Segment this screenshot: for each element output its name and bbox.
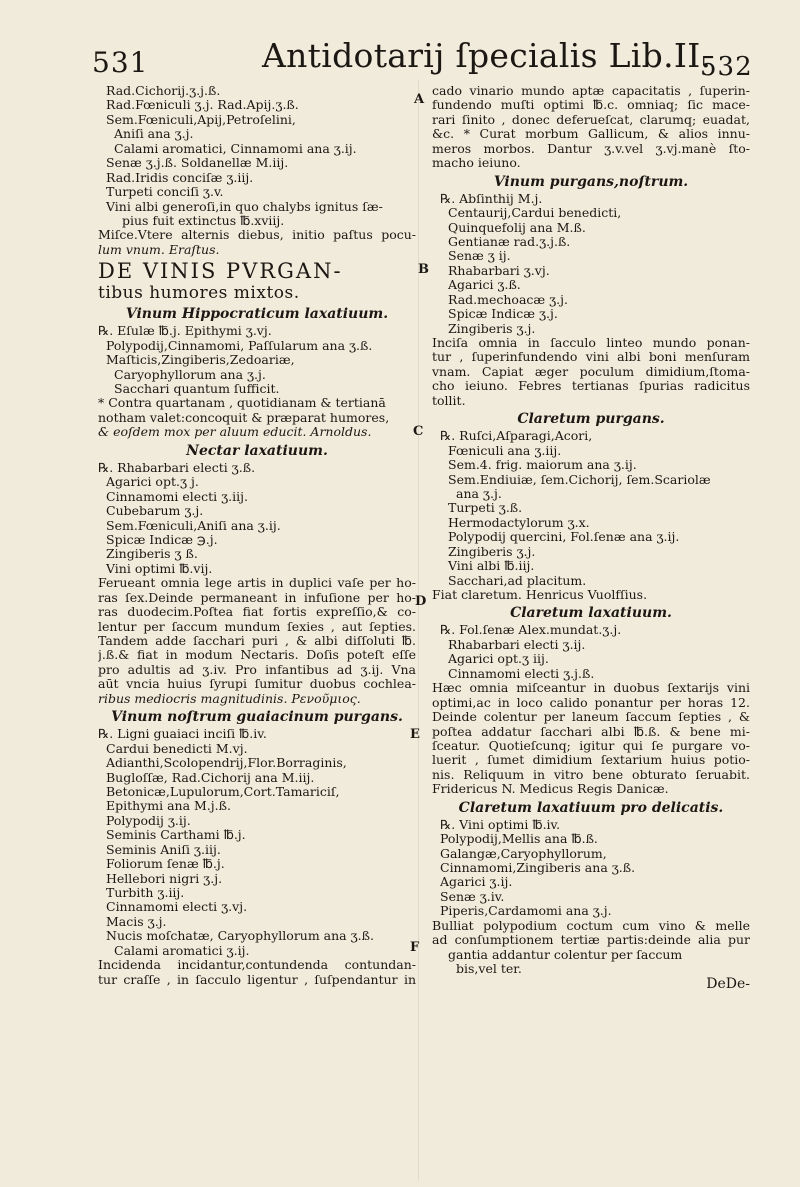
left-text-line: Adianthi,Scolopendrij,Flor.Borraginis, xyxy=(106,756,347,771)
left-text-line: ℞. Ligni guaiaci inciſi ℔.iv. xyxy=(98,727,267,742)
left-text-line: Calami aromatici, Cinnamomi ana ʒ.ij. xyxy=(114,141,357,156)
left-text-line: Macis ʒ.j. xyxy=(106,914,167,929)
left-text-line: Incidenda incidantur,contundenda contundan- xyxy=(98,958,416,973)
right-text-line: bis,vel ter. xyxy=(456,962,522,977)
margin-letter-b: B xyxy=(418,262,429,277)
left-text-line: Aniſi ana ʒ.j. xyxy=(114,127,194,142)
left-text-line: ras ſex.Deinde permaneant in infuſione per ho- xyxy=(98,590,416,605)
right-text-line: Agarici opt.ʒ iij. xyxy=(448,652,549,667)
right-text-line: Inciſa omnia in ſacculo linteo mundo ponan- xyxy=(432,336,750,350)
right-text-line: cho ieiuno. Febres tertianas ſpurias radicitus xyxy=(432,379,750,394)
left-text-line: Rad.Cichorij.ʒ.j.ß. xyxy=(106,84,221,98)
right-text-line: Claretum laxatiuum. xyxy=(510,605,672,622)
left-text-line: Seminis Carthami ℔.j. xyxy=(106,828,246,843)
right-text-line: Bulliat polypodium coctum cum vino & melle xyxy=(432,918,750,933)
left-text-line: tur craſſe , in ſacculo ligentur , ſuſpendantur in xyxy=(98,972,416,987)
left-text-line: Sem.Fœniculi,Aniſi ana ʒ.ij. xyxy=(106,518,281,533)
right-text-line: Agarici ʒ.ij. xyxy=(440,875,513,890)
right-text-line: ℞. Fol.ſenæ Alex.mundat.ʒ.j. xyxy=(440,623,622,638)
left-column xyxy=(98,84,416,987)
left-text-line: Zingiberis ʒ ß. xyxy=(106,547,198,562)
left-text-line: aūt vncia huius ſyrupi ſumitur duobus cochlea- xyxy=(98,677,416,692)
left-text-line: Tandem adde ſacchari puri , & albi diſſoluti ℔. xyxy=(98,634,416,648)
left-text-line: Hellebori nigri ʒ.j. xyxy=(106,871,223,886)
left-text-line: Bugloſſæ, Rad.Cichorij ana M.iij. xyxy=(106,770,315,785)
right-text-line: Vini albi ℔.iij. xyxy=(448,559,535,574)
left-text-line: tibus humores mixtos. xyxy=(98,283,300,304)
right-text-line: ℞. Ruſci,Aſparagi,Acori, xyxy=(440,429,593,444)
right-text-line: Hæc omnia miſceantur in duobus ſextarijs vini xyxy=(432,681,750,696)
right-text-line: Cinnamomi,Zingiberis ana ʒ.ß. xyxy=(440,861,636,875)
left-text-line: Betonicæ,Lupulorum,Cort.Tamariciſ, xyxy=(106,784,340,799)
gutter-shadow xyxy=(418,80,419,1180)
right-text-line: Turpeti ʒ.ß. xyxy=(448,501,523,516)
right-column xyxy=(432,84,750,991)
right-text-line: tur , ſuperinfundendo vini albi boni menſuram xyxy=(432,350,750,365)
right-text-line: Zingiberis ʒ.j. xyxy=(448,321,536,336)
left-text-line: Agarici opt.ʒ j. xyxy=(106,475,199,490)
right-text-line: Sacchari,ad placitum. xyxy=(448,573,587,588)
right-text-line: Claretum purgans. xyxy=(517,411,665,428)
right-text-line: Spicæ Indicæ ʒ.j. xyxy=(448,307,558,322)
right-text-line: luerit , ſumet dimidium ſextarium huius potio- xyxy=(432,753,750,768)
right-text-line: Senæ ʒ.iv. xyxy=(440,889,505,904)
left-text-line: Nectar laxatiuum. xyxy=(186,442,328,459)
right-text-line: Fiat claretum. Henricus Vuolfſius. xyxy=(432,588,648,602)
left-text-line: lum vnum. Eraſtus. xyxy=(98,242,220,257)
right-text-line: cado vinario mundo aptæ capacitatis , ſuperin- xyxy=(432,84,750,98)
right-text-line: Rad.mechoacæ ʒ.j. xyxy=(448,292,569,307)
left-text-line: Rad.Iridis conciſæ ʒ.iij. xyxy=(106,170,254,185)
left-text-line: Calami aromatici ʒ.ij. xyxy=(114,943,250,958)
left-text-line: Rad.Fœniculi ʒ.j. Rad.Apij.ʒ.ß. xyxy=(106,98,299,113)
right-text-line: &c. * Curat morbum Gallicum, & alios innu- xyxy=(432,127,750,142)
right-text-line: Quinquefolij ana M.ß. xyxy=(448,220,586,235)
right-text-line: macho ieiuno. xyxy=(432,156,521,171)
right-text-line: Polypodij,Mellis ana ℔.ß. xyxy=(440,832,598,847)
right-text-line: Cinnamomi electi ʒ.j.ß. xyxy=(448,666,595,681)
left-text-line: Turpeti conciſi ʒ.v. xyxy=(106,185,224,200)
right-text-line: Centaurij,Cardui benedicti, xyxy=(448,206,622,221)
left-text-line: j.ß.& fiat in modum Nectaris. Doſis poteſt eſſe xyxy=(98,648,416,663)
right-text-line: ℞. Abſinthij M.j. xyxy=(440,191,543,206)
left-text-line: Miſce.Vtere alternis diebus, initio paſtus pocu- xyxy=(98,228,416,243)
right-text-line: Fœniculi ana ʒ.iij. xyxy=(448,443,562,458)
right-text-line: ſceatur. Quotieſcunq; igitur qui ſe purgare vo- xyxy=(432,738,750,753)
left-text-line: ribus mediocris magnitudinis. Ρενοῦμιος. xyxy=(98,691,361,706)
left-text-line: ℞. Rhabarbari electi ʒ.ß. xyxy=(98,460,256,475)
left-text-line: Sacchari quantum ſufficit. xyxy=(114,382,280,396)
right-text-line: Polypodij quercini, Fol.ſenæ ana ʒ.ij. xyxy=(448,530,680,545)
left-text-line: Cubebarum ʒ.j. xyxy=(106,504,204,519)
left-text-line: & eoſdem mox per aluum educit. Arnoldus. xyxy=(98,425,372,440)
right-text-line: Rhabarbari ʒ.vj. xyxy=(448,263,550,278)
right-text-line: Galangæ,Caryophyllorum, xyxy=(440,846,607,861)
margin-letter-f: F xyxy=(410,940,420,955)
right-text-line: DeDe- xyxy=(706,976,750,991)
left-text-line: Nucis moſchatæ, Caryophyllorum ana ʒ.ß. xyxy=(106,929,374,944)
right-text-line: poſtea addatur ſacchari albi ℔.ß. & bene mi- xyxy=(432,724,750,739)
right-text-line: ad conſumptionem tertiæ partis:deinde alia pur xyxy=(432,933,750,948)
left-text-line: Epithymi ana M.j.ß. xyxy=(106,799,231,814)
right-text-line: ℞. Vini optimi ℔.iv. xyxy=(440,817,561,832)
running-title: Antidotarij ſpecialis Lib.II. xyxy=(262,36,712,75)
right-text-line: Zingiberis ʒ.j. xyxy=(448,544,536,559)
right-text-line: Gentianæ rad.ʒ.j.ß. xyxy=(448,234,571,249)
right-text-line: fundendo muſti optimi ℔.c. omniaq; ſic mace- xyxy=(432,98,750,113)
margin-letter-e: E xyxy=(410,727,420,742)
left-text-line: Vinum noſtrum guaiacinum purgans. xyxy=(111,709,403,726)
margin-letter-c: C xyxy=(413,424,424,439)
margin-letter-a: A xyxy=(414,92,425,107)
right-text-line: vnam. Capiat æger poculum dimidium,ſtoma- xyxy=(432,364,750,379)
right-text-line: Claretum laxatiuum pro delicatis. xyxy=(458,799,724,816)
right-text-line: gantia addantur colentur per ſaccum xyxy=(448,947,683,962)
right-text-line: Senæ ʒ ij. xyxy=(448,249,511,264)
right-text-line: nis. Reliquum in vitro bene obturato ſeruabit. xyxy=(432,767,750,782)
left-text-line: Cardui benedicti M.vj. xyxy=(106,741,248,756)
left-text-line: pro adultis ad ʒ.iv. Pro infantibus ad ʒ.ij. Vna xyxy=(98,662,416,677)
left-text-line: Foliorum ſenæ ℔.j. xyxy=(106,857,225,872)
left-text-line: ras duodecim.Poſtea fiat fortis expreſſio,& co- xyxy=(98,605,416,620)
right-text-line: Sem.Endiuiæ, ſem.Cichorij, ſem.Scariolæ xyxy=(448,472,711,487)
left-text-line: Caryophyllorum ana ʒ.j. xyxy=(114,367,266,382)
running-header xyxy=(0,18,800,80)
left-text-line: * Contra quartanam , quotidianam & tertianā xyxy=(98,396,386,411)
left-text-line: notham valet:concoquit & præparat humores, xyxy=(98,410,390,425)
page-number-left: 531 xyxy=(92,46,149,79)
left-text-line: Vini optimi ℔.vij. xyxy=(106,561,213,576)
right-text-line: rari ſinito , donec deferueſcat, clarumq; euadat, xyxy=(432,112,750,127)
left-text-line: Polypodij,Cinnamomi, Paſſularum ana ʒ.ß. xyxy=(106,338,373,353)
right-text-line: meros morbos. Dantur ʒ.v.vel ʒ.vj.manè ſto- xyxy=(432,141,750,156)
left-text-line: Seminis Aniſi ʒ.iij. xyxy=(106,842,221,857)
right-text-line: Fridericus N. Medicus Regis Danicæ. xyxy=(432,782,669,797)
left-text-line: Sem.Fœniculi,Apij,Petroſelini, xyxy=(106,112,296,127)
left-text-line: Polypodij ʒ.ij. xyxy=(106,813,191,828)
left-text-line: Turbith ʒ.iij. xyxy=(106,886,185,900)
left-text-line: ℞. Eſulæ ℔.j. Epithymi ʒ.vj. xyxy=(98,324,272,339)
right-text-line: Rhabarbari electi ʒ.ij. xyxy=(448,637,586,652)
right-text-line: tollit. xyxy=(432,393,466,408)
left-text-line: Vini albi generoſi,in quo chalybs ignitus ſæ- xyxy=(106,199,383,214)
right-text-line: Hermodactylorum ʒ.x. xyxy=(448,515,590,530)
right-text-line: Deinde colentur per laneum ſaccum ſepties , & xyxy=(432,710,750,725)
left-text-line: Cinnamomi electi ʒ.iij. xyxy=(106,489,248,504)
left-text-line: pius fuit extinctus ℔.xviij. xyxy=(122,213,285,228)
right-text-line: Agarici ʒ.ß. xyxy=(448,278,521,293)
left-text-line: Spicæ Indicæ ℈.j. xyxy=(106,532,218,547)
left-text-line: Ferueant omnia lege artis in duplici vaſe per ho- xyxy=(98,576,416,591)
right-text-line: Piperis,Cardamomi ana ʒ.j. xyxy=(440,904,612,919)
left-text-line: Cinnamomi electi ʒ.vj. xyxy=(106,900,248,915)
page-number-right: 532 xyxy=(700,52,753,82)
right-text-line: optimi,ac in loco calido ponantur per horas 12. xyxy=(432,695,750,710)
right-text-line: Sem.4. frig. maiorum ana ʒ.ij. xyxy=(448,458,637,473)
left-text-line: DE VINIS PVRGAN- xyxy=(98,259,343,284)
right-text-line: Vinum purgans,noſtrum. xyxy=(493,173,689,190)
right-text-line: ana ʒ.j. xyxy=(456,486,502,501)
left-text-line: Senæ ʒ.j.ß. Soldanellæ M.iij. xyxy=(106,156,289,171)
left-text-line: Maſticis,Zingiberis,Zedoariæ, xyxy=(106,353,295,368)
margin-letter-d: D xyxy=(415,594,427,609)
left-text-line: Vinum Hippocraticum laxatiuum. xyxy=(125,306,389,323)
left-text-line: lentur per ſaccum mundum ſexies , aut ſepties. xyxy=(98,619,416,634)
